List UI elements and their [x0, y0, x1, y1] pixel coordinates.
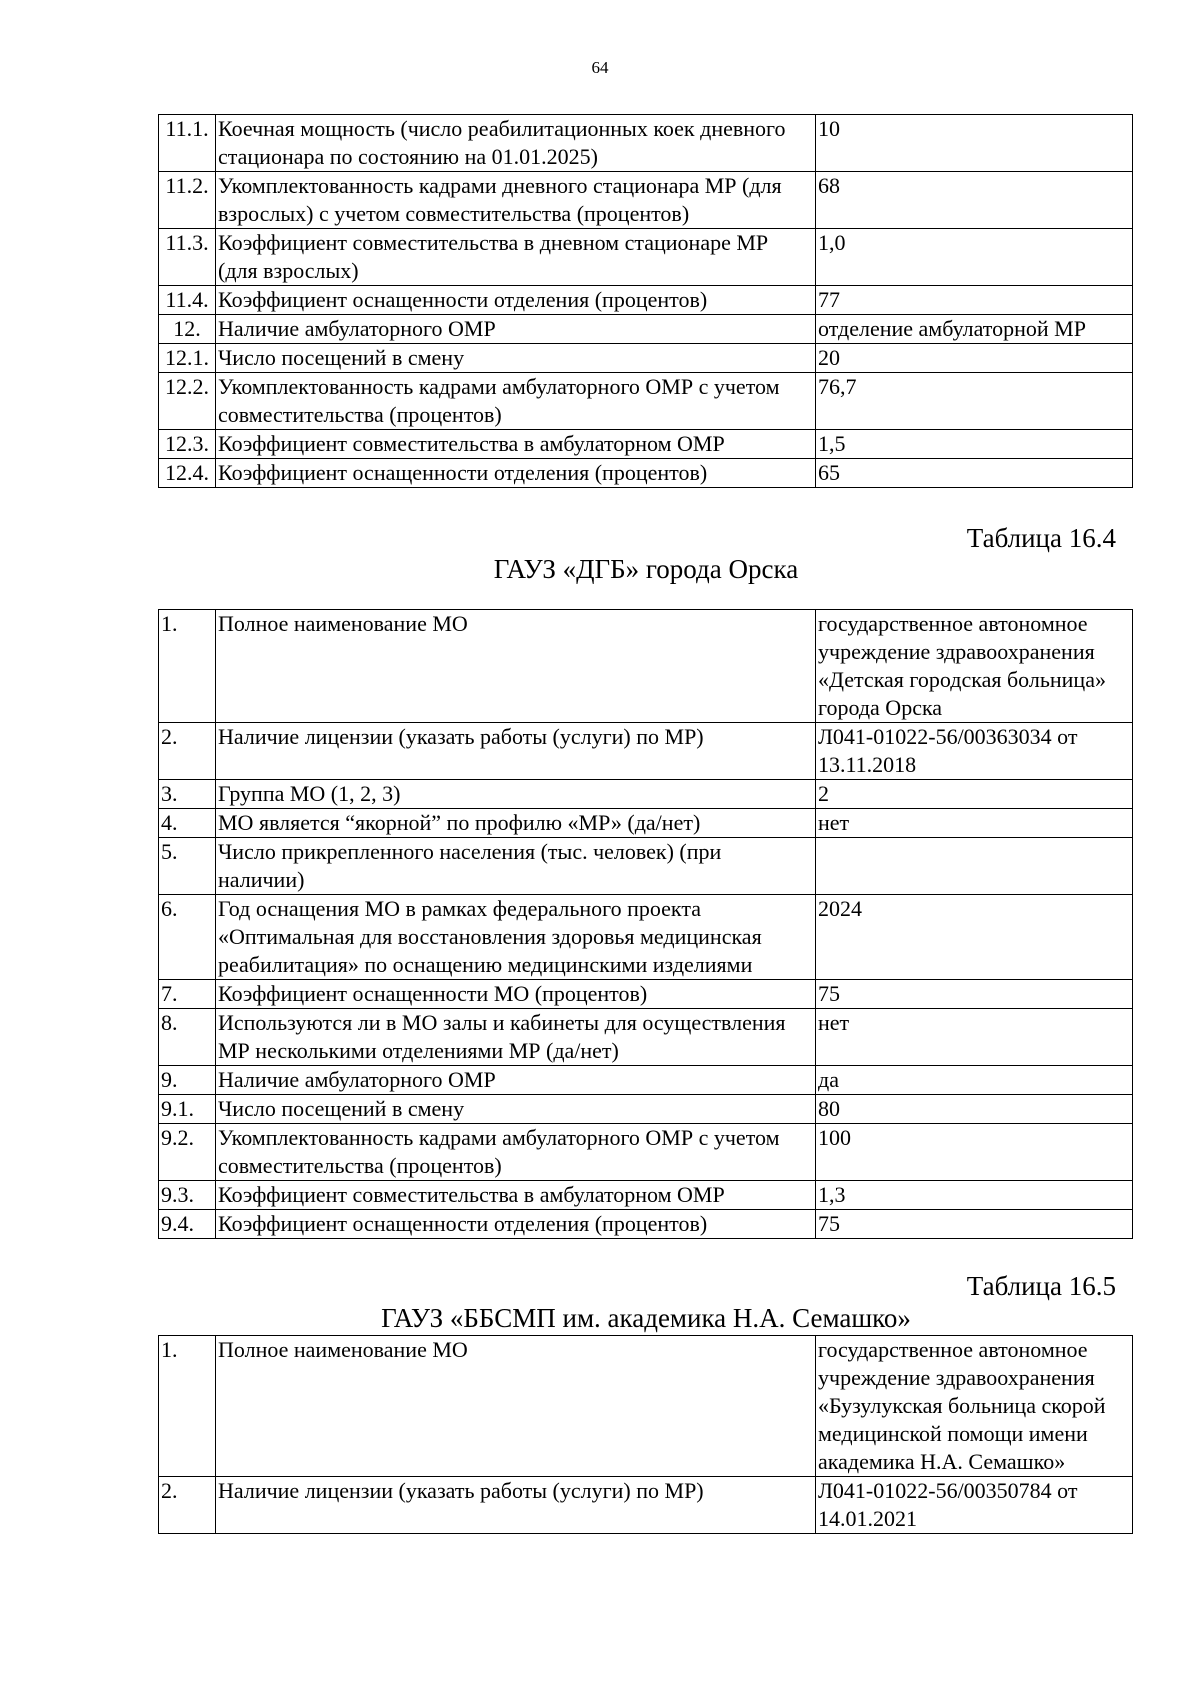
table-row [159, 610, 1133, 723]
row-number: 3. [159, 780, 216, 809]
table-row [159, 172, 1133, 229]
row-value: да [816, 1066, 1133, 1095]
row-number: 1. [159, 1336, 216, 1477]
row-number: 2. [159, 1477, 216, 1534]
table-row [159, 780, 1133, 809]
row-label: Коэффициент совместительства в амбулаторном ОМР [216, 1181, 816, 1210]
row-number: 8. [159, 1009, 216, 1066]
row-label: Наличие лицензии (указать работы (услуги) по МР) [216, 723, 816, 780]
row-number: 11.2. [159, 172, 216, 229]
row-value: отделение амбулаторной МР [816, 315, 1133, 344]
row-value: государственное автономное учреждение здравоохранения «Бузулукская больница скорой медицинской помощи имени академика Н.А. Семашко» [816, 1336, 1133, 1477]
row-label: Коэффициент оснащенности отделения (процентов) [216, 1210, 816, 1239]
row-label: Коэффициент совместительства в амбулаторном ОМР [216, 430, 816, 459]
row-label: Коэффициент оснащенности отделения (процентов) [216, 286, 816, 315]
row-number: 7. [159, 980, 216, 1009]
row-value: 2 [816, 780, 1133, 809]
row-number: 12. [159, 315, 216, 344]
row-number: 6. [159, 895, 216, 980]
table-row [159, 430, 1133, 459]
table-row [159, 1066, 1133, 1095]
row-number: 4. [159, 809, 216, 838]
table-label: Таблица 16.5 [966, 1271, 1116, 1301]
table-label: Таблица 16.4 [966, 523, 1116, 553]
table-row [159, 459, 1133, 488]
table-title: ГАУЗ «ДГБ» города Орска [493, 554, 799, 584]
row-label: Группа МО (1, 2, 3) [216, 780, 816, 809]
row-number: 12.1. [159, 344, 216, 373]
table-continued [158, 114, 1133, 488]
row-value: 77 [816, 286, 1133, 315]
row-value: 1,3 [816, 1181, 1133, 1210]
table-row [159, 838, 1133, 895]
table-row [159, 1095, 1133, 1124]
table-row [159, 1210, 1133, 1239]
table-row [159, 315, 1133, 344]
row-number: 9.2. [159, 1124, 216, 1181]
row-value: 20 [816, 344, 1133, 373]
table-row [159, 980, 1133, 1009]
row-value: 68 [816, 172, 1133, 229]
row-number: 9.4. [159, 1210, 216, 1239]
table-row [159, 1336, 1133, 1477]
row-label: Год оснащения МО в рамках федерального проекта «Оптимальная для восстановления здоровья медицинская реабилитация» по оснащению медицинскими изделиями [216, 895, 816, 980]
row-value: 1,5 [816, 430, 1133, 459]
row-label: Полное наименование МО [216, 1336, 816, 1477]
table-row [159, 1124, 1133, 1181]
table-row [159, 115, 1133, 172]
page-number: 64 [591, 58, 609, 77]
row-number: 11.1. [159, 115, 216, 172]
row-value: Л041-01022-56/00350784 от 14.01.2021 [816, 1477, 1133, 1534]
row-value: 80 [816, 1095, 1133, 1124]
row-label: Число посещений в смену [216, 1095, 816, 1124]
row-number: 9.1. [159, 1095, 216, 1124]
row-value: государственное автономное учреждение здравоохранения «Детская городская больница» города Орска [816, 610, 1133, 723]
row-value: 1,0 [816, 229, 1133, 286]
row-number: 12.2. [159, 373, 216, 430]
table-title: ГАУЗ «ББСМП им. академика Н.А. Семашко» [381, 1303, 911, 1333]
row-label: Укомплектованность кадрами амбулаторного ОМР с учетом совместительства (процентов) [216, 373, 816, 430]
row-value [816, 838, 1133, 895]
table-row [159, 809, 1133, 838]
row-label: Укомплектованность кадрами дневного стационара МР (для взрослых) с учетом совместительства (процентов) [216, 172, 816, 229]
row-value: 75 [816, 1210, 1133, 1239]
row-value: 2024 [816, 895, 1133, 980]
row-label: Укомплектованность кадрами амбулаторного ОМР с учетом совместительства (процентов) [216, 1124, 816, 1181]
table-row [159, 286, 1133, 315]
row-number: 9. [159, 1066, 216, 1095]
row-label: Число посещений в смену [216, 344, 816, 373]
row-label: Число прикрепленного населения (тыс. человек) (при наличии) [216, 838, 816, 895]
row-label: Наличие амбулаторного ОМР [216, 315, 816, 344]
row-label: Коэффициент оснащенности МО (процентов) [216, 980, 816, 1009]
row-label: Коэффициент совместительства в дневном стационаре МР (для взрослых) [216, 229, 816, 286]
row-number: 11.3. [159, 229, 216, 286]
row-value: 76,7 [816, 373, 1133, 430]
table-16-5 [158, 1335, 1133, 1534]
table-row [159, 895, 1133, 980]
table-16-4 [158, 609, 1133, 1239]
row-number: 2. [159, 723, 216, 780]
row-value: нет [816, 1009, 1133, 1066]
row-number: 1. [159, 610, 216, 723]
row-value: 65 [816, 459, 1133, 488]
row-value: 10 [816, 115, 1133, 172]
row-value: Л041-01022-56/00363034 от 13.11.2018 [816, 723, 1133, 780]
row-label: МО является “якорной” по профилю «МР» (да/нет) [216, 809, 816, 838]
table-row [159, 344, 1133, 373]
table-row [159, 229, 1133, 286]
row-number: 11.4. [159, 286, 216, 315]
table-row [159, 1181, 1133, 1210]
row-label: Наличие лицензии (указать работы (услуги) по МР) [216, 1477, 816, 1534]
row-label: Коечная мощность (число реабилитационных коек дневного стационара по состоянию на 01.01.2025) [216, 115, 816, 172]
row-number: 12.3. [159, 430, 216, 459]
row-value: нет [816, 809, 1133, 838]
table-row [159, 723, 1133, 780]
row-number: 12.4. [159, 459, 216, 488]
row-label: Используются ли в МО залы и кабинеты для осуществления МР несколькими отделениями МР (да/нет) [216, 1009, 816, 1066]
row-value: 75 [816, 980, 1133, 1009]
table-row [159, 1477, 1133, 1534]
table-row [159, 373, 1133, 430]
row-label: Полное наименование МО [216, 610, 816, 723]
row-label: Наличие амбулаторного ОМР [216, 1066, 816, 1095]
row-number: 9.3. [159, 1181, 216, 1210]
table-row [159, 1009, 1133, 1066]
row-label: Коэффициент оснащенности отделения (процентов) [216, 459, 816, 488]
row-number: 5. [159, 838, 216, 895]
row-value: 100 [816, 1124, 1133, 1181]
